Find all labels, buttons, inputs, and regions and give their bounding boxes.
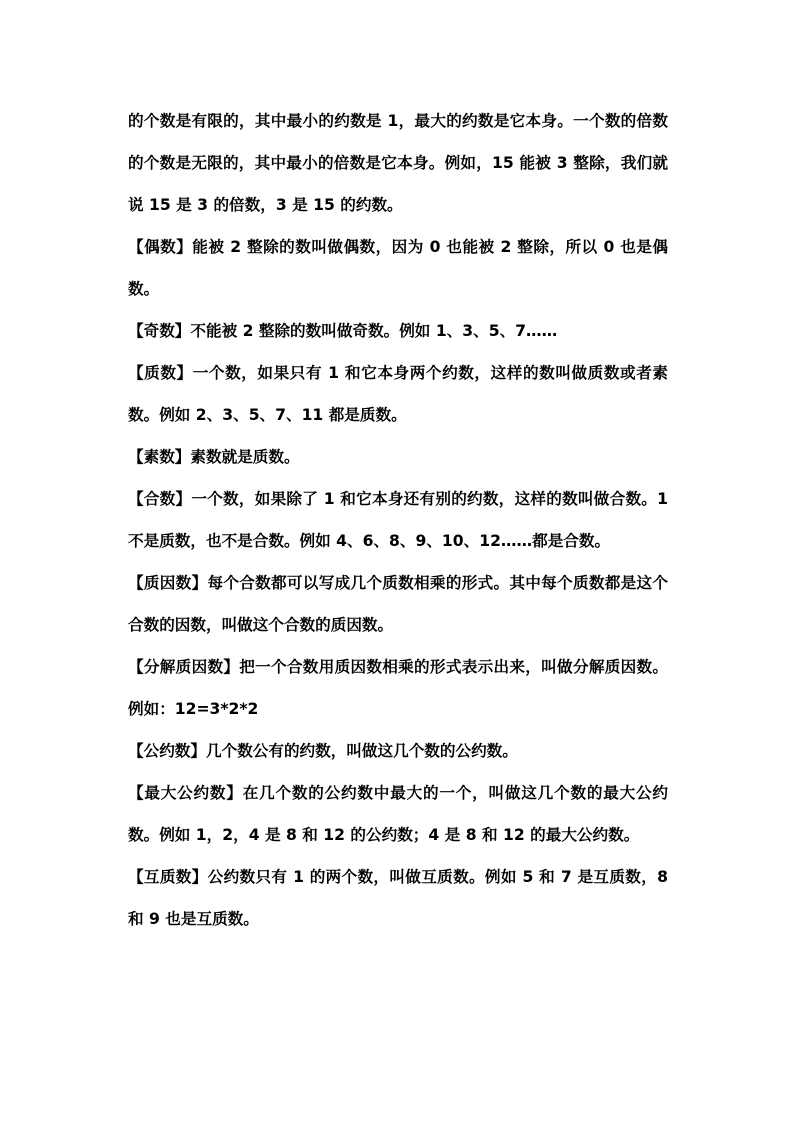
paragraph-prime-factorization: 【分解质因数】把一个合数用质因数相乘的形式表示出来，叫做分解质因数。例如：12=3*2*2 [128,658,668,718]
paragraph-composite-number: 【合数】一个数，如果除了 1 和它本身还有别的约数，这样的数叫做合数。1 不是质数，也不是合数。例如 4、6、8、9、10、12……都是合数。 [128,490,668,550]
paragraph-odd-number: 【奇数】不能被 2 整除的数叫做奇数。例如 1、3、5、7…… [128,322,558,340]
paragraph-coprime-numbers: 【互质数】公约数只有 1 的两个数，叫做互质数。例如 5 和 7 是互质数，8 和 9 也是互质数。 [128,868,668,928]
paragraph-prime-factor: 【质因数】每个合数都可以写成几个质数相乘的形式。其中每个质数都是这个合数的因数，叫做这个合数的质因数。 [128,574,668,634]
document-body [128,100,668,940]
paragraph-prime-synonym: 【素数】素数就是质数。 [128,448,300,466]
paragraph-prime-number: 【质数】一个数，如果只有 1 和它本身两个约数，这样的数叫做质数或者素数。例如 2、3、5、7、11 都是质数。 [128,364,668,424]
paragraph-divisor-multiple: 的个数是有限的，其中最小的约数是 1，最大的约数是它本身。一个数的倍数的个数是无限的，其中最小的倍数是它本身。例如，15 能被 3 整除，我们就说 15 是 3 的倍数，3 是 15 的约数。 [128,112,668,214]
paragraph-common-divisor: 【公约数】几个数公有的约数，叫做这几个数的公约数。 [128,742,518,760]
paragraph-even-number: 【偶数】能被 2 整除的数叫做偶数，因为 0 也能被 2 整除，所以 0 也是偶数。 [128,238,668,298]
paragraph-greatest-common-divisor: 【最大公约数】在几个数的公约数中最大的一个，叫做这几个数的最大公约数。例如 1，2，4 是 8 和 12 的公约数；4 是 8 和 12 的最大公约数。 [128,784,668,844]
